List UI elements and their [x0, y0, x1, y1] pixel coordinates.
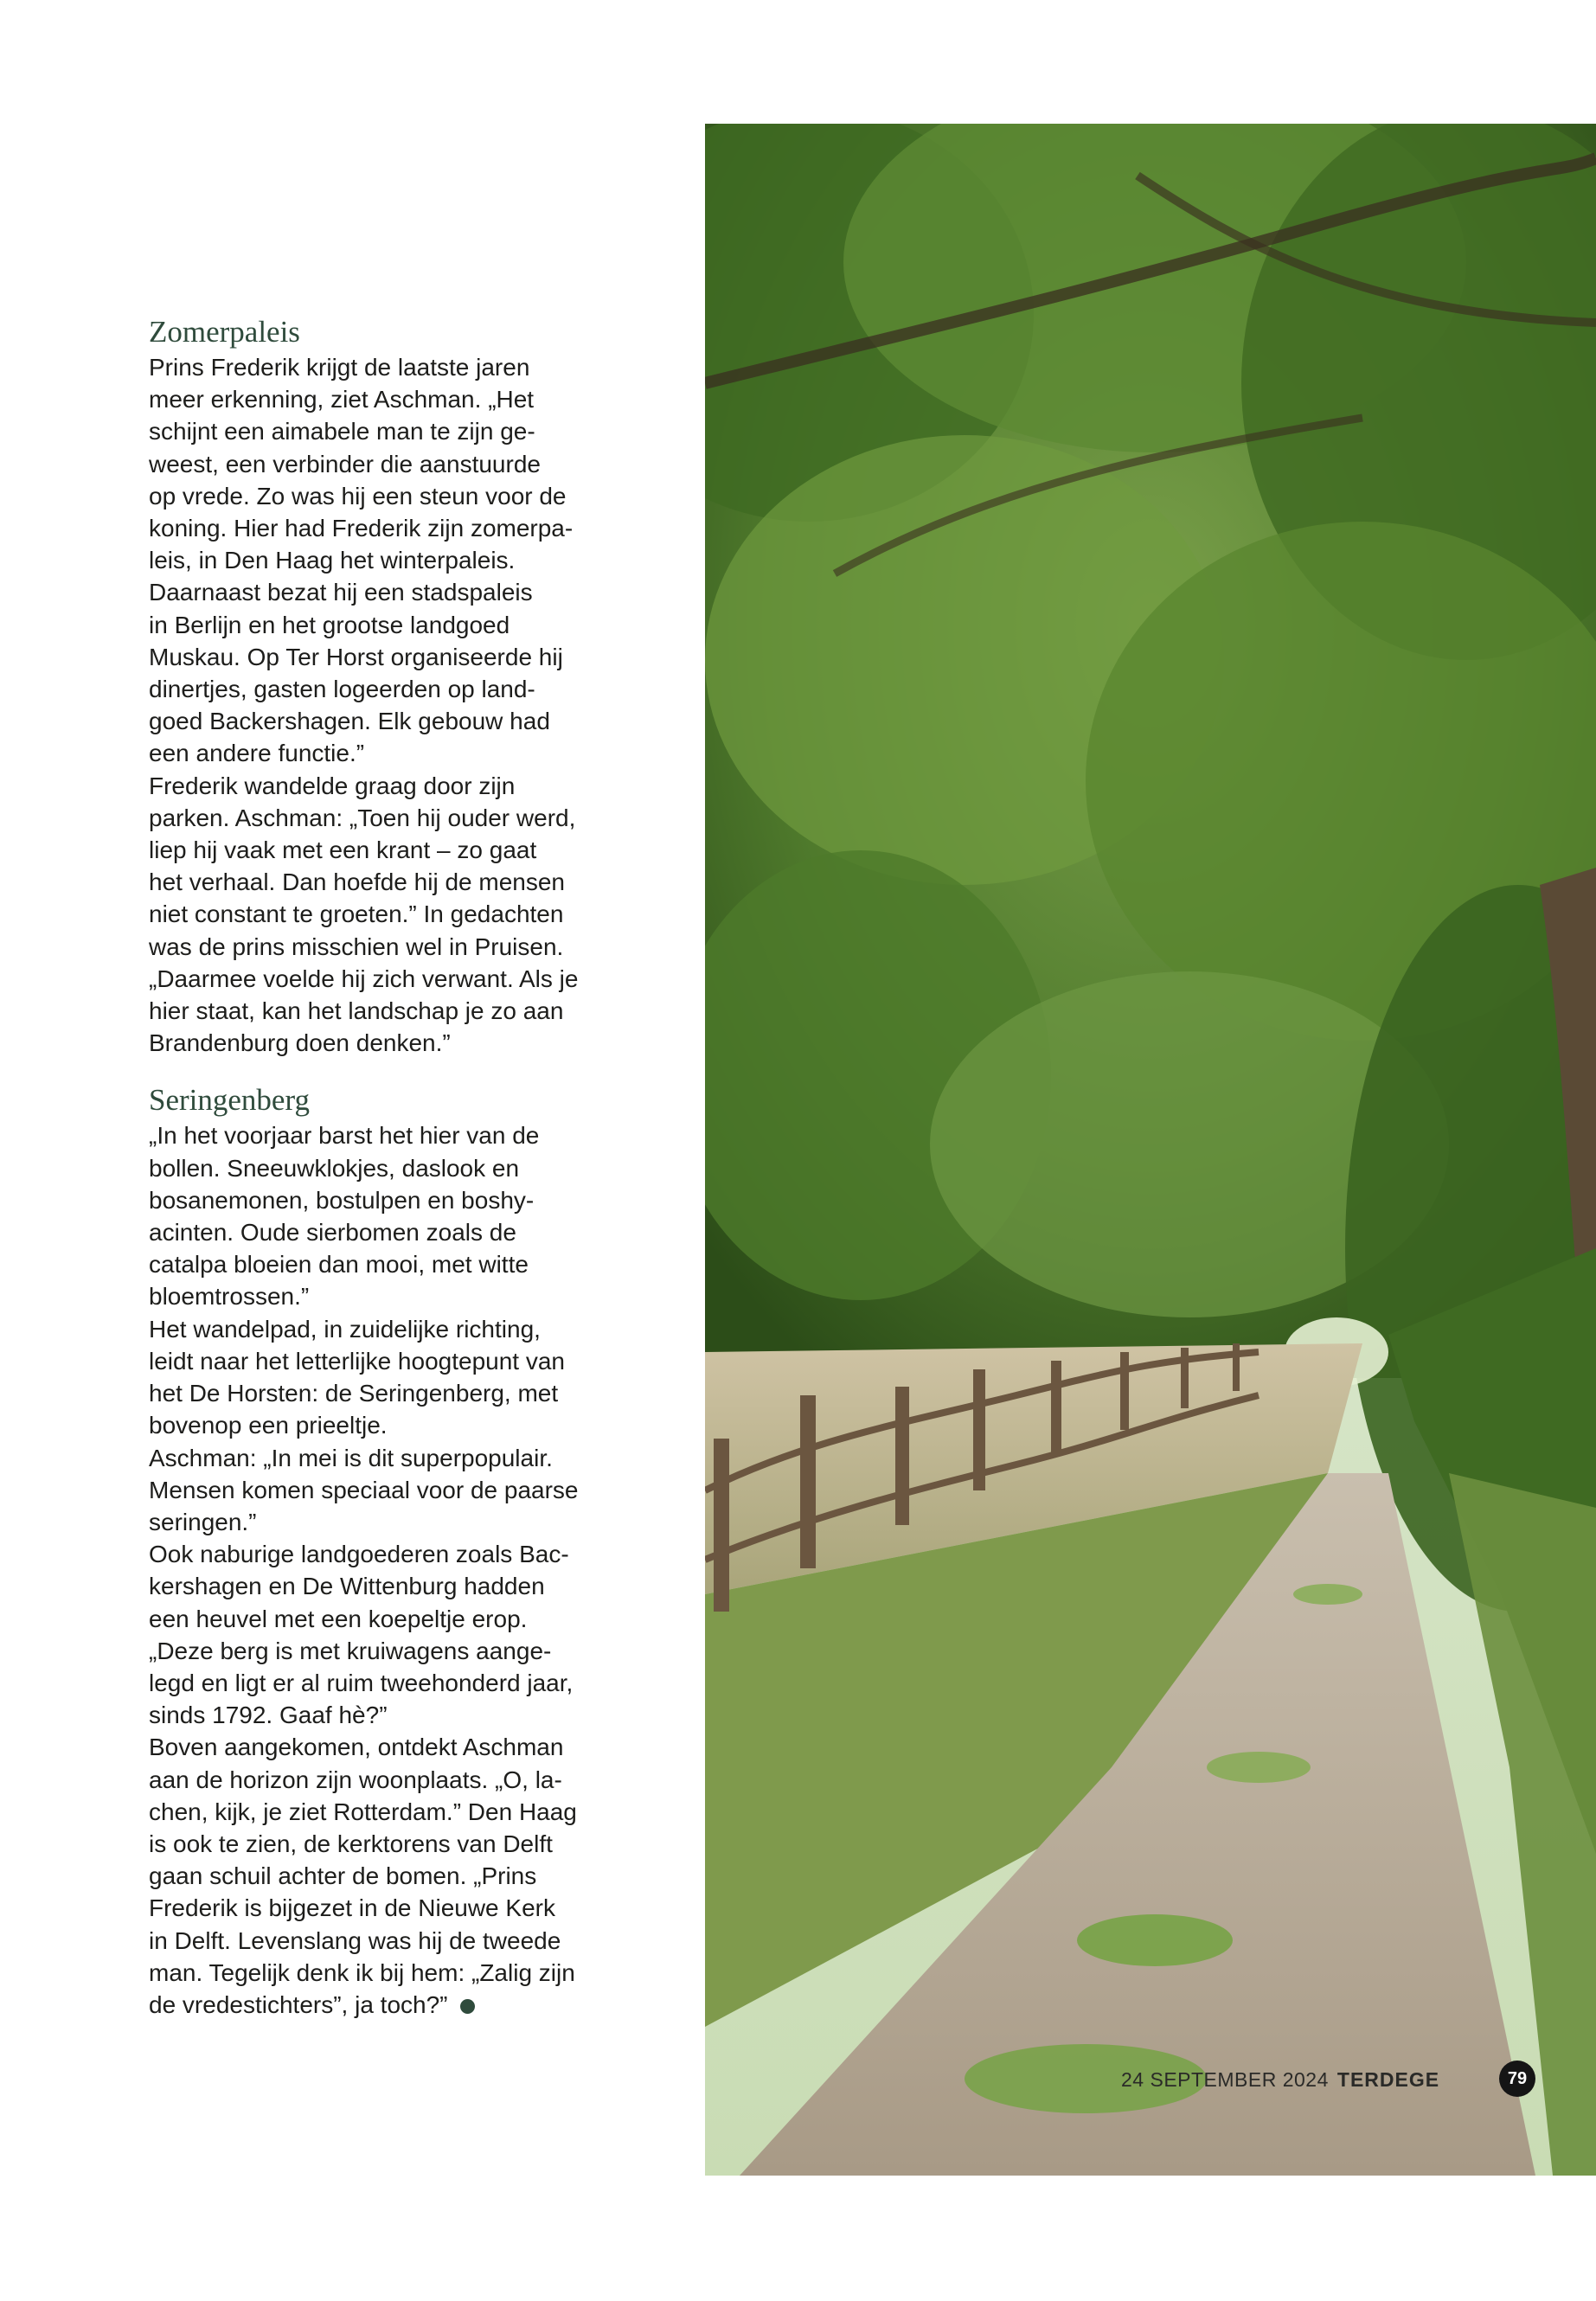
article-line: Brandenburg doen denken.”: [149, 1029, 451, 1057]
article-line: Muskau. Op Ter Horst organiseerde hij: [149, 643, 563, 670]
article-line: bollen. Sneeuwklokjes, daslook en: [149, 1154, 520, 1182]
article-line: meer erkenning, ziet Aschman. „Het: [149, 386, 535, 413]
article-line: was de prins misschien wel in Pruisen.: [149, 933, 564, 960]
article-line: chen, kijk, je ziet Rotterdam.” Den Haag: [149, 1798, 577, 1825]
article-line: man. Tegelijk denk ik bij hem: „Zalig zijn: [149, 1958, 575, 1986]
article-line: Het wandelpad, in zuidelijke richting,: [149, 1315, 541, 1343]
article-line: bloemtrossen.”: [149, 1283, 310, 1311]
article-line: Aschman: „In mei is dit superpopulair.: [149, 1444, 553, 1471]
article-line: aan de horizon zijn woonplaats. „O, la-: [149, 1766, 562, 1793]
landscape-photo-icon: [705, 124, 1596, 2176]
article-line: goed Backershagen. Elk gebouw had: [149, 708, 550, 735]
section-body-zomerpaleis: [149, 351, 616, 1059]
footer-brand: TERDEGE: [1336, 2067, 1440, 2091]
article-line: „Daarmee voelde hij zich verwant. Als je: [149, 965, 579, 992]
article-line: Frederik is bijgezet in de Nieuwe Kerk: [149, 1894, 555, 1922]
article-line: gaan schuil achter de bomen. „Prins: [149, 1862, 537, 1890]
article-line: niet constant te groeten.” In gedachten: [149, 901, 564, 928]
article-line: is ook te zien, de kerktorens van Delft: [149, 1830, 553, 1857]
section-heading-zomerpaleis: Zomerpaleis: [149, 315, 300, 349]
footer-issue-info: [1121, 2062, 1439, 2097]
article-line: een andere functie.”: [149, 740, 365, 767]
article-line: kershagen en De Wittenburg hadden: [149, 1573, 545, 1600]
article-line: Prins Frederik krijgt de laatste jaren: [149, 354, 530, 381]
article-line: liep hij vaak met een krant – zo gaat: [149, 836, 537, 864]
article-line: Frederik wandelde graag door zijn: [149, 772, 516, 799]
article-line: Ook naburige landgoederen zoals Bac-: [149, 1541, 569, 1568]
article-line: catalpa bloeien dan mooi, met witte: [149, 1251, 529, 1279]
article-line: legd en ligt er al ruim tweehonderd jaar,: [149, 1669, 574, 1696]
article-line: het De Horsten: de Seringenberg, met: [149, 1380, 559, 1407]
article-line: Mensen komen speciaal voor de paarse: [149, 1476, 579, 1503]
article-line: leidt naar het letterlijke hoogtepunt van: [149, 1347, 565, 1375]
article-line: „Deze berg is met kruiwagens aange-: [149, 1637, 552, 1664]
article-line: het verhaal. Dan hoefde hij de mensen: [149, 868, 565, 896]
section-body-seringenberg: [149, 1119, 616, 2021]
article-line: seringen.”: [149, 1508, 257, 1535]
footer-date: 24 SEPTEMBER 2024: [1121, 2067, 1329, 2091]
article-line: acinten. Oude sierbomen zoals de: [149, 1219, 516, 1247]
article-line: hier staat, kan het landschap je zo aan: [149, 997, 564, 1025]
article-line: bosanemonen, bostulpen en boshy-: [149, 1186, 535, 1214]
article-line: schijnt een aimabele man te zijn ge-: [149, 418, 535, 445]
article-line: leis, in Den Haag het winterpaleis.: [149, 547, 516, 574]
article-line: Boven aangekomen, ontdekt Aschman: [149, 1734, 564, 1761]
article-line: „In het voorjaar barst het hier van de: [149, 1122, 540, 1150]
article-line: bovenop een prieeltje.: [149, 1412, 388, 1439]
page-number: 79: [1499, 2061, 1535, 2097]
article-line: in Delft. Levenslang was hij de tweede: [149, 1926, 561, 1954]
article-line: op vrede. Zo was hij een steun voor de: [149, 482, 567, 510]
article-line: weest, een verbinder die aanstuurde: [149, 450, 541, 478]
article-line: dinertjes, gasten logeerden op land-: [149, 676, 535, 703]
article-line: koning. Hier had Frederik zijn zomerpa-: [149, 515, 574, 542]
article-line: de vredestichters”, ja toch?”: [149, 1989, 616, 2021]
end-of-article-dot-icon: [460, 1999, 475, 2014]
article-line: een heuvel met een koepeltje erop.: [149, 1605, 528, 1632]
article-line: Daarnaast bezat hij een stadspaleis: [149, 579, 533, 606]
article-line: sinds 1792. Gaaf hè?”: [149, 1702, 388, 1729]
article-line: parken. Aschman: „Toen hij ouder werd,: [149, 804, 576, 831]
section-heading-seringenberg: Seringenberg: [149, 1083, 310, 1118]
article-text-column: [149, 313, 616, 2021]
forest-path-photo: [705, 124, 1596, 2176]
article-line: in Berlijn en het grootse landgoed: [149, 611, 510, 638]
